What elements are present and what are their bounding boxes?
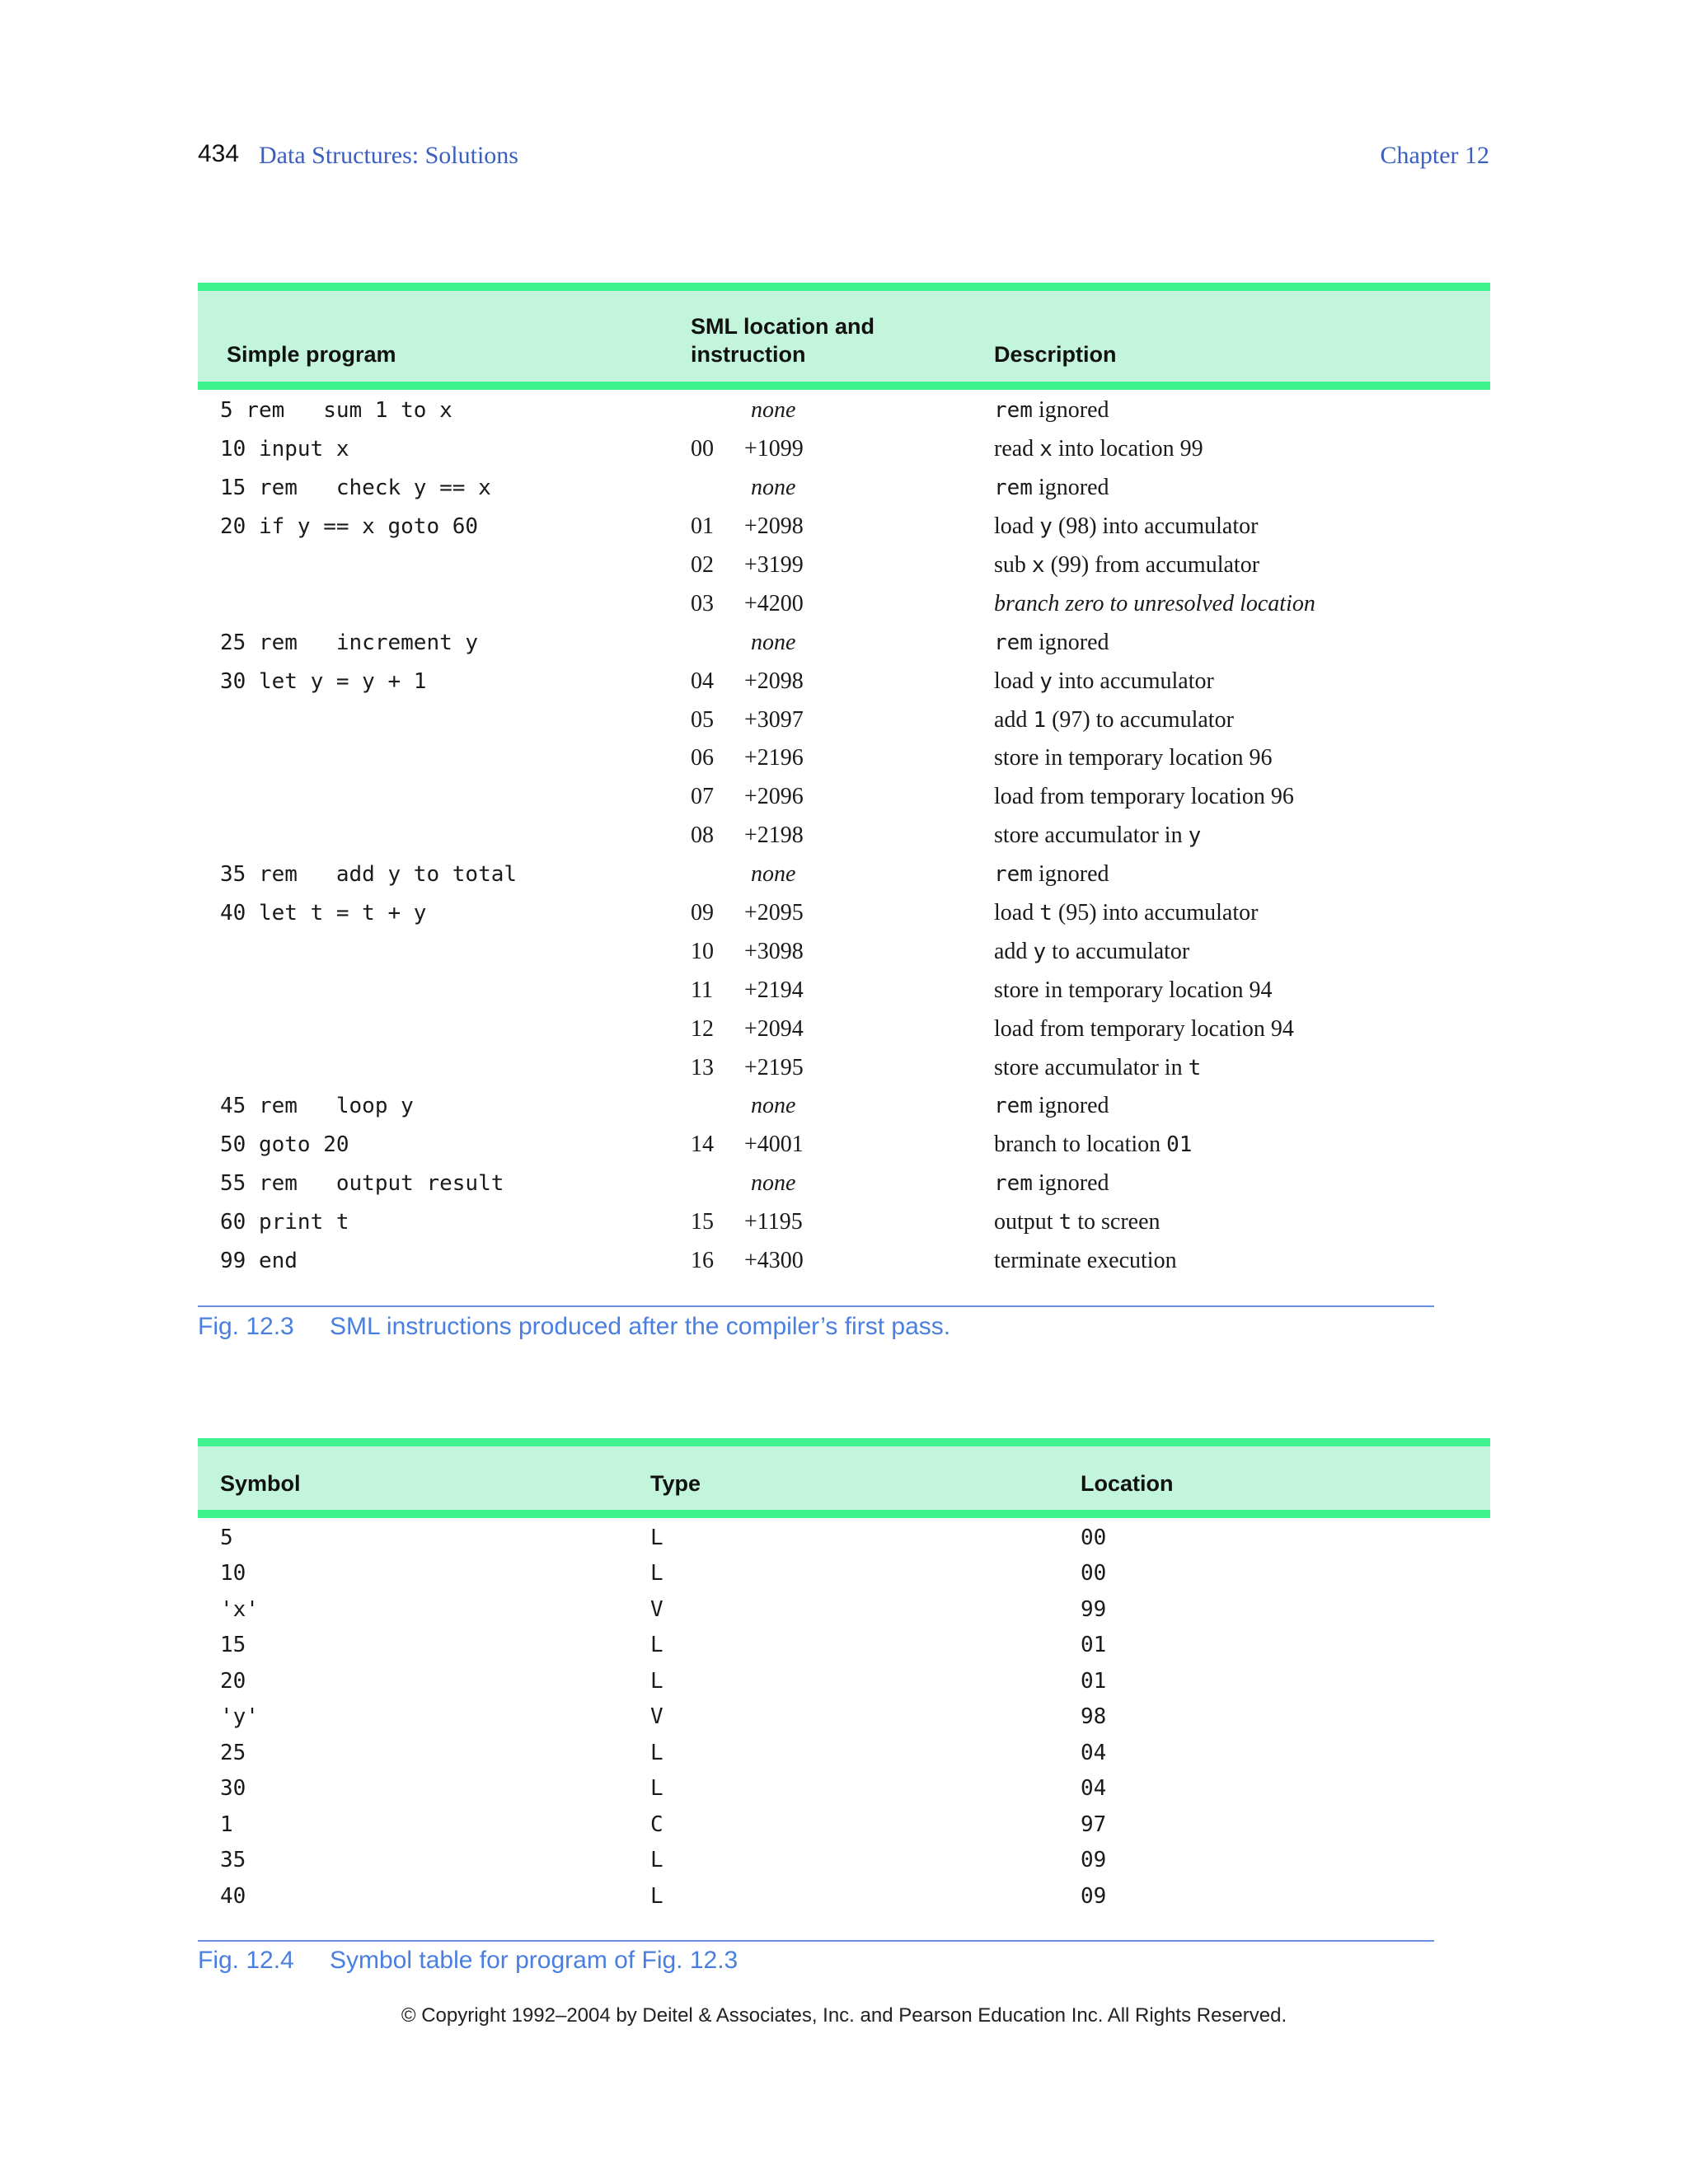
sml-location: 11 [691, 977, 713, 1003]
description-code: rem [994, 1171, 1033, 1197]
figure-number: Fig. 12.3 [198, 1313, 294, 1340]
description [994, 861, 1109, 888]
table-row [198, 1843, 1490, 1879]
description-text: ignored [1032, 629, 1109, 655]
description-text: ignored [1032, 1093, 1109, 1119]
description-code: rem [994, 1094, 1033, 1119]
table-row [198, 1203, 1490, 1242]
location-cell: 04 [1081, 1740, 1107, 1765]
table-row [198, 508, 1490, 546]
table-row [198, 701, 1490, 739]
sml-instruction: +3097 [744, 706, 804, 733]
symbol-cell: 5 [220, 1525, 233, 1550]
column-header-description: Description [994, 342, 1117, 367]
description [994, 977, 1272, 1004]
symbol-table [198, 1438, 1490, 1915]
program-line: 40 let t = t + y [220, 901, 427, 926]
program-line: 60 print t [220, 1210, 349, 1235]
table-row [198, 1087, 1490, 1126]
description [994, 1248, 1177, 1274]
program-line: 99 end [220, 1249, 298, 1274]
description [994, 397, 1109, 424]
sml-location: 06 [691, 745, 714, 771]
figure-caption-12-3 [198, 1313, 950, 1341]
sml-instruction: +2094 [744, 1015, 804, 1042]
sml-location: 03 [691, 590, 714, 616]
symbol-cell: 'x' [220, 1596, 259, 1622]
sml-location: 05 [691, 706, 714, 733]
symbol-cell: 20 [220, 1668, 246, 1694]
program-line: 35 rem add y to total [220, 862, 518, 888]
description-text: load from temporary location 96 [994, 784, 1294, 810]
description-text: ignored [1032, 475, 1109, 501]
description-text: ignored [1032, 1170, 1109, 1197]
symbol-cell: 10 [220, 1561, 246, 1586]
description-text: ignored [1032, 861, 1109, 888]
table-row [198, 1126, 1490, 1165]
table-row [198, 1591, 1490, 1628]
description-code: rem [994, 630, 1033, 655]
chapter-label: Chapter 12 [1380, 142, 1489, 169]
table-row [198, 1699, 1490, 1736]
caption-rule [198, 1305, 1434, 1307]
symbol-cell: 25 [220, 1740, 246, 1765]
location-cell: 01 [1081, 1668, 1107, 1694]
description-text: (98) into accumulator [1052, 513, 1259, 540]
table-row [198, 778, 1490, 817]
table-row [198, 662, 1490, 701]
location-cell: 00 [1081, 1525, 1107, 1550]
description [994, 475, 1109, 501]
type-cell: L [650, 1848, 663, 1873]
description-text: load [994, 513, 1040, 540]
table-header [198, 1438, 1490, 1518]
description-code: t [1058, 1210, 1072, 1235]
table-row [198, 1771, 1490, 1807]
copyright-footer: © Copyright 1992–2004 by Deitel & Associates, Inc. and Pearson Education Inc. All Rights Reserved. [401, 2004, 1287, 2027]
table-row [198, 546, 1490, 585]
sml-instruction: none [751, 629, 796, 655]
location-cell: 09 [1081, 1848, 1107, 1873]
sml-instruction: +1099 [744, 436, 804, 462]
description-text: read [994, 436, 1040, 462]
description [994, 823, 1201, 849]
type-cell: V [650, 1596, 663, 1622]
location-cell: 09 [1081, 1883, 1107, 1909]
description-text: to screen [1071, 1209, 1160, 1235]
description [994, 552, 1259, 579]
table-row [198, 932, 1490, 971]
table-row [198, 1878, 1490, 1915]
description-text: (95) into accumulator [1052, 900, 1259, 926]
sml-instructions-table [198, 283, 1490, 1280]
sml-instruction: +1195 [744, 1209, 803, 1235]
symbol-cell: 15 [220, 1633, 246, 1658]
description [994, 784, 1294, 810]
description [994, 1016, 1294, 1043]
program-line: 45 rem loop y [220, 1094, 414, 1119]
description [994, 591, 1315, 617]
column-header-type: Type [650, 1471, 701, 1496]
sml-location: 02 [691, 552, 714, 578]
column-header-simple-program: Simple program [227, 342, 396, 367]
sml-location: 04 [691, 668, 714, 694]
description-text: terminate execution [994, 1248, 1177, 1274]
description [994, 939, 1189, 965]
table-row [198, 971, 1490, 1010]
program-line: 30 let y = y + 1 [220, 668, 427, 694]
description-text: (97) to accumulator [1046, 706, 1234, 733]
table-row [198, 855, 1490, 894]
column-header-sml-location: SML location and instruction [691, 314, 875, 367]
type-cell: L [650, 1525, 663, 1550]
symbol-cell: 1 [220, 1811, 233, 1837]
type-cell: L [650, 1740, 663, 1765]
table-row [198, 623, 1490, 662]
description-text: branch zero to unresolved location [994, 590, 1315, 616]
table-row [198, 1663, 1490, 1699]
table-row [198, 1520, 1490, 1556]
symbol-cell: 35 [220, 1848, 246, 1873]
table-row [198, 1556, 1490, 1592]
program-line: 25 rem increment y [220, 630, 479, 655]
sml-location: 13 [691, 1054, 714, 1080]
description [994, 745, 1272, 771]
column-header-location: Location [1081, 1471, 1174, 1496]
description-code: x [1039, 437, 1053, 462]
description-text: load from temporary location 94 [994, 1015, 1294, 1042]
running-title: Data Structures: Solutions [259, 142, 518, 169]
sml-location: 12 [691, 1015, 714, 1042]
sml-location: 15 [691, 1209, 714, 1235]
table-body [198, 390, 1490, 1280]
sml-instruction: +2196 [744, 745, 804, 771]
description [994, 630, 1109, 656]
description [994, 668, 1214, 695]
table-row [198, 1807, 1490, 1843]
type-cell: L [650, 1776, 663, 1802]
program-line: 55 rem output result [220, 1171, 504, 1197]
description [994, 1055, 1201, 1081]
location-cell: 98 [1081, 1704, 1107, 1730]
description-text: branch to location [994, 1132, 1167, 1158]
table-row [198, 1735, 1490, 1771]
page-number: 434 [198, 140, 240, 167]
table-row [198, 430, 1490, 469]
location-cell: 04 [1081, 1776, 1107, 1802]
sml-instruction: +4300 [744, 1248, 804, 1274]
sml-instruction: +2195 [744, 1054, 804, 1080]
type-cell: L [650, 1883, 663, 1909]
table-row [198, 1165, 1490, 1203]
table-row [198, 1010, 1490, 1048]
sml-instruction: +4200 [744, 590, 804, 616]
sml-instruction: +2194 [744, 977, 804, 1003]
figure-caption-text: SML instructions produced after the compiler’s first pass. [330, 1313, 951, 1340]
description [994, 1209, 1160, 1235]
sml-location: 01 [691, 513, 714, 540]
type-cell: L [650, 1668, 663, 1694]
description-code: x [1031, 553, 1045, 578]
symbol-cell: 30 [220, 1776, 246, 1802]
table-row [198, 391, 1490, 430]
description-code: y [1039, 668, 1053, 694]
sml-instruction: +2095 [744, 900, 804, 926]
program-line: 50 goto 20 [220, 1132, 349, 1158]
description-code: 01 [1166, 1132, 1193, 1158]
description-code: y [1039, 514, 1053, 540]
type-cell: V [650, 1704, 663, 1730]
figure-number: Fig. 12.4 [198, 1947, 294, 1974]
description-code: y [1188, 823, 1202, 849]
program-line: 15 rem check y == x [220, 476, 491, 501]
type-cell: L [650, 1561, 663, 1586]
figure-caption-12-4 [198, 1947, 738, 1975]
table-row [198, 1242, 1490, 1281]
program-line: 5 rem sum 1 to x [220, 398, 452, 424]
table-body [198, 1518, 1490, 1915]
description-code: t [1188, 1055, 1202, 1080]
description [994, 707, 1234, 733]
sml-location: 00 [691, 436, 714, 462]
type-cell: C [650, 1811, 663, 1837]
sml-location: 14 [691, 1132, 714, 1158]
sml-location: 16 [691, 1248, 714, 1274]
description-code: rem [994, 398, 1033, 424]
description-text: store accumulator in [994, 823, 1189, 849]
type-cell: L [650, 1633, 663, 1658]
description-text: store in temporary location 96 [994, 745, 1273, 771]
description-code: t [1039, 901, 1053, 926]
program-line: 10 input x [220, 437, 349, 462]
table-row [198, 1048, 1490, 1087]
description-text: ignored [1032, 397, 1109, 424]
sml-instruction: +2098 [744, 513, 804, 540]
sml-location: 09 [691, 900, 714, 926]
sml-location: 07 [691, 784, 714, 810]
table-row [198, 739, 1490, 778]
description-code: rem [994, 476, 1033, 501]
sml-instruction: none [751, 861, 796, 888]
location-cell: 01 [1081, 1633, 1107, 1658]
description [994, 513, 1258, 540]
description-code: 1 [1033, 707, 1047, 733]
location-cell: 99 [1081, 1596, 1107, 1622]
description [994, 1093, 1109, 1119]
sml-instruction: none [751, 1170, 796, 1197]
description [994, 1132, 1192, 1158]
table-row [198, 1628, 1490, 1664]
description-text: into location 99 [1052, 436, 1203, 462]
symbol-cell: 'y' [220, 1704, 259, 1730]
sml-location: 10 [691, 938, 714, 964]
table-row [198, 469, 1490, 508]
description-text: into accumulator [1052, 668, 1214, 694]
sml-instruction: +3098 [744, 938, 804, 964]
sml-instruction: +2198 [744, 823, 804, 849]
description-text: to accumulator [1046, 938, 1190, 964]
description-text: load [994, 668, 1040, 694]
description-text: (99) from accumulator [1044, 552, 1260, 578]
figure-caption-text: Symbol table for program of Fig. 12.3 [330, 1947, 738, 1974]
description-text: store in temporary location 94 [994, 977, 1273, 1003]
description-code: y [1033, 939, 1047, 964]
description-text: store accumulator in [994, 1054, 1189, 1080]
sml-instruction: +2098 [744, 668, 804, 694]
description-text: add [994, 706, 1034, 733]
table-row [198, 817, 1490, 855]
table-row [198, 584, 1490, 623]
description-text: add [994, 938, 1034, 964]
sml-instruction: +2096 [744, 784, 804, 810]
description [994, 1170, 1109, 1197]
description-text: output [994, 1209, 1059, 1235]
sml-instruction: none [751, 397, 796, 424]
location-cell: 00 [1081, 1561, 1107, 1586]
column-header-symbol: Symbol [220, 1471, 301, 1496]
sml-instruction: none [751, 475, 796, 501]
program-line: 20 if y == x goto 60 [220, 514, 479, 540]
sml-location: 08 [691, 823, 714, 849]
sml-instruction: none [751, 1093, 796, 1119]
description-code: rem [994, 862, 1033, 888]
description-text: load [994, 900, 1040, 926]
sml-instruction: +3199 [744, 552, 804, 578]
description [994, 900, 1258, 926]
symbol-cell: 40 [220, 1883, 246, 1909]
location-cell: 97 [1081, 1811, 1107, 1837]
description [994, 436, 1203, 462]
table-row [198, 894, 1490, 933]
table-header [198, 283, 1490, 390]
sml-instruction: +4001 [744, 1132, 804, 1158]
caption-rule [198, 1940, 1434, 1942]
description-text: sub [994, 552, 1032, 578]
